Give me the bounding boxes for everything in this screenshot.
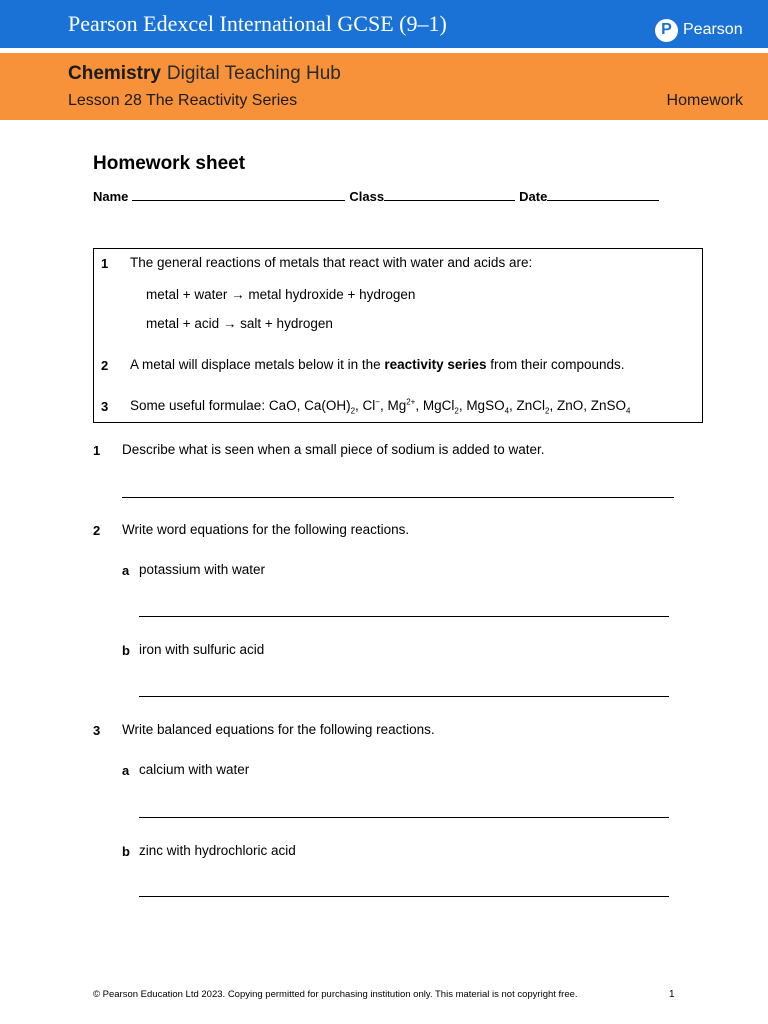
homework-tag: Homework bbox=[666, 92, 743, 109]
info-text-2-start: A metal will displace metals below it in the bbox=[130, 357, 385, 372]
hub-name: Digital Teaching Hub bbox=[166, 63, 341, 84]
name-field[interactable] bbox=[132, 189, 345, 201]
name-label: Name bbox=[93, 189, 129, 204]
answer-line-q2b[interactable] bbox=[139, 696, 669, 697]
part-text-3b: zinc with hydrochloric acid bbox=[139, 843, 296, 858]
subject-line bbox=[68, 63, 341, 85]
question-text-3: Write balanced equations for the following reactions. bbox=[122, 722, 435, 737]
question-number-3: 3 bbox=[93, 723, 101, 738]
top-banner bbox=[0, 0, 768, 48]
equation-metal-water: metal + water → metal hydroxide + hydrogen bbox=[146, 287, 416, 302]
pearson-logo bbox=[655, 17, 743, 43]
formula-magnesium-ion: , Mg bbox=[379, 398, 407, 413]
formula-magnesium-sulfate: , MgSO bbox=[458, 398, 505, 413]
answer-line-q1[interactable] bbox=[122, 497, 674, 498]
date-field[interactable] bbox=[547, 189, 659, 201]
superscript: 2+ bbox=[406, 397, 416, 407]
subscript: 2 bbox=[545, 406, 550, 416]
superscript: − bbox=[375, 397, 380, 407]
part-text-2b: iron with sulfuric acid bbox=[139, 642, 265, 657]
copyright-footer: © Pearson Education Ltd 2023. Copying permitted for purchasing institution only. This material is not copyright free. bbox=[93, 989, 578, 1000]
info-text-2 bbox=[130, 357, 625, 372]
question-number-1: 1 bbox=[93, 443, 101, 458]
formula-list-start: Some useful formulae: CaO, Ca(OH) bbox=[130, 398, 351, 413]
formula-zinc-chloride: , ZnCl bbox=[509, 398, 546, 413]
question-text-2: Write word equations for the following reactions. bbox=[122, 522, 410, 537]
question-text-1: Describe what is seen when a small piece of sodium is added to water. bbox=[122, 442, 545, 457]
part-letter-2a: a bbox=[122, 563, 130, 578]
subscript: 2 bbox=[454, 406, 459, 416]
info-text-2-end: from their compounds. bbox=[486, 357, 625, 372]
pearson-logo-text: Pearson bbox=[683, 21, 743, 38]
info-number-1: 1 bbox=[101, 256, 109, 271]
subscript: 4 bbox=[504, 406, 510, 416]
subject-name: Chemistry bbox=[68, 63, 161, 84]
formula-zinc-compounds: , ZnO, ZnSO bbox=[549, 398, 627, 413]
reactivity-series-term: reactivity series bbox=[384, 357, 487, 372]
date-label: Date bbox=[519, 189, 548, 204]
answer-line-q3b[interactable] bbox=[139, 896, 669, 897]
pearson-logo-icon: P bbox=[655, 19, 678, 42]
part-letter-2b: b bbox=[122, 643, 130, 658]
part-text-2a: potassium with water bbox=[139, 562, 266, 577]
subject-banner bbox=[0, 53, 768, 120]
student-details-row bbox=[93, 189, 659, 204]
info-number-3: 3 bbox=[101, 399, 109, 414]
class-label: Class bbox=[349, 189, 385, 204]
info-box bbox=[93, 248, 703, 423]
subscript: 2 bbox=[350, 406, 356, 416]
info-number-2: 2 bbox=[101, 358, 109, 373]
question-number-2: 2 bbox=[93, 523, 101, 538]
answer-line-q3a[interactable] bbox=[139, 817, 669, 818]
lesson-title: Lesson 28 The Reactivity Series bbox=[68, 92, 298, 109]
part-text-3a: calcium with water bbox=[139, 762, 250, 777]
qualification-title: Pearson Edexcel International GCSE (9–1) bbox=[68, 11, 447, 36]
useful-formulae bbox=[130, 397, 631, 416]
formula-chloride: , Cl bbox=[355, 398, 376, 413]
info-text-1: The general reactions of metals that react with water and acids are: bbox=[130, 255, 533, 270]
formula-magnesium-chloride: , MgCl bbox=[415, 398, 455, 413]
class-field[interactable] bbox=[384, 189, 515, 201]
part-letter-3b: b bbox=[122, 844, 130, 859]
answer-line-q2a[interactable] bbox=[139, 616, 669, 617]
sheet-title: Homework sheet bbox=[93, 153, 246, 174]
subscript: 4 bbox=[626, 406, 631, 416]
page-number: 1 bbox=[669, 989, 675, 1000]
part-letter-3a: a bbox=[122, 763, 130, 778]
equation-metal-acid: metal + acid → salt + hydrogen bbox=[146, 316, 333, 331]
